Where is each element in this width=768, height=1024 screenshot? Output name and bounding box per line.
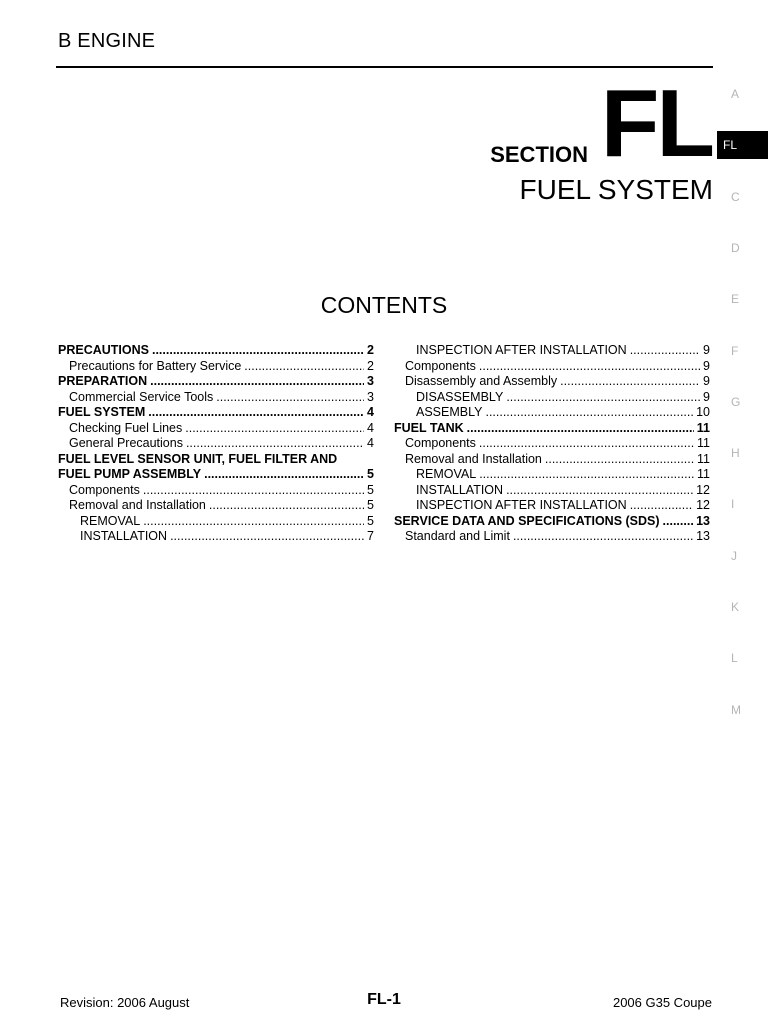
side-index-label: D xyxy=(731,240,740,255)
toc-entry[interactable] xyxy=(58,529,374,545)
toc-dot-leader xyxy=(152,343,364,359)
toc-entry-page: 4 xyxy=(367,436,374,450)
side-index-label: C xyxy=(731,189,740,204)
side-index-label: I xyxy=(731,497,735,512)
toc-dot-leader xyxy=(485,405,693,421)
toc-dot-leader xyxy=(479,359,700,375)
toc-entry-title: FUEL LEVEL SENSOR UNIT, FUEL FILTER AND xyxy=(58,451,338,466)
side-index-label: A xyxy=(731,87,740,101)
toc-dot-leader xyxy=(148,405,364,421)
side-index-label: F xyxy=(731,343,739,358)
side-index-label: E xyxy=(731,292,740,307)
toc-entry-page: 12 xyxy=(696,482,710,497)
footer-page-number: FL-1 xyxy=(367,991,401,1008)
toc-entry-page: 4 xyxy=(367,405,374,419)
toc-dot-leader xyxy=(560,374,700,390)
toc-entry-page: 7 xyxy=(367,529,374,543)
toc-entry-title: Commercial Service Tools xyxy=(69,389,214,404)
toc-entry[interactable] xyxy=(58,467,374,483)
toc-entry-title: Components xyxy=(69,482,140,497)
toc-entry[interactable] xyxy=(58,421,374,437)
toc-entry-page: 13 xyxy=(696,529,710,543)
toc-dot-leader xyxy=(467,421,694,437)
toc-entry-page: 4 xyxy=(367,420,374,435)
toc-dot-leader xyxy=(630,343,700,359)
toc-entry-title: Components xyxy=(405,358,476,373)
toc-entry[interactable] xyxy=(394,467,710,483)
toc-dot-leader xyxy=(244,359,364,375)
toc-entry[interactable] xyxy=(58,483,374,499)
toc-entry-title: INSPECTION AFTER INSTALLATION xyxy=(416,343,627,357)
toc-entry[interactable] xyxy=(394,498,710,514)
toc-dot-leader xyxy=(143,514,364,530)
toc-entry-page: 12 xyxy=(696,498,710,512)
side-index-label: J xyxy=(731,548,737,563)
toc-dot-leader xyxy=(209,498,364,514)
toc-entry[interactable] xyxy=(58,343,374,359)
toc-entry-title: REMOVAL xyxy=(416,467,477,481)
side-index-tab[interactable] xyxy=(717,490,768,518)
toc-entry[interactable] xyxy=(394,514,710,530)
toc-entry-title: Removal and Installation xyxy=(405,451,542,466)
section-code: FL xyxy=(600,70,712,177)
side-index-tab[interactable] xyxy=(717,644,768,672)
toc-entry[interactable] xyxy=(394,359,710,375)
side-index-tab[interactable] xyxy=(717,234,768,262)
toc-entry-title: Checking Fuel Lines xyxy=(69,420,183,435)
toc-dot-leader xyxy=(479,467,694,483)
toc-entry-title: INSTALLATION xyxy=(80,529,168,543)
toc-entry-title: SERVICE DATA AND SPECIFICATIONS (SDS) xyxy=(394,513,660,528)
side-index-label: L xyxy=(731,651,738,666)
toc-entry-page: 11 xyxy=(697,451,710,466)
side-index-tab[interactable] xyxy=(717,131,768,159)
toc-entry-title: FUEL TANK xyxy=(394,420,464,435)
toc-column-right xyxy=(394,343,710,545)
toc-entry-page: 9 xyxy=(703,389,710,404)
toc-dot-leader xyxy=(150,374,364,390)
toc-entry-page: 11 xyxy=(697,436,710,450)
toc-entry[interactable] xyxy=(394,483,710,499)
toc-entry[interactable] xyxy=(394,390,710,406)
toc-entry-page: 5 xyxy=(367,498,374,512)
toc-entry[interactable] xyxy=(58,452,374,468)
toc-entry[interactable] xyxy=(58,359,374,375)
toc-entry[interactable] xyxy=(394,421,710,437)
toc-entry-page: 3 xyxy=(367,389,374,404)
header-group-label: B ENGINE xyxy=(58,30,156,52)
toc-entry-page: 9 xyxy=(703,358,710,373)
side-index-label: G xyxy=(731,394,741,409)
toc-dot-leader xyxy=(185,421,364,437)
toc-dot-leader xyxy=(170,529,364,545)
side-index-tab[interactable] xyxy=(717,285,768,313)
side-index-label: FL xyxy=(723,138,738,153)
toc-entry-title: ASSEMBLY xyxy=(416,405,483,419)
side-index-tab[interactable] xyxy=(717,80,768,108)
toc-dot-leader xyxy=(204,467,364,483)
toc-entry[interactable] xyxy=(58,405,374,421)
footer-model: 2006 G35 Coupe xyxy=(612,995,712,1010)
toc-entry-page: 2 xyxy=(367,343,374,357)
footer-revision: Revision: 2006 August xyxy=(60,995,190,1010)
toc-dot-leader xyxy=(143,483,364,499)
toc-dot-leader xyxy=(479,436,694,452)
side-index-label: M xyxy=(731,702,741,717)
toc-entry-title: DISASSEMBLY xyxy=(416,389,504,404)
toc-entry-page: 2 xyxy=(367,358,374,373)
toc-entry-page: 5 xyxy=(367,513,374,528)
side-index-label: K xyxy=(731,600,740,614)
section-word: SECTION xyxy=(490,142,588,167)
toc-entry[interactable] xyxy=(58,498,374,514)
side-index-tab[interactable] xyxy=(717,593,768,621)
toc-entry-title: INSPECTION AFTER INSTALLATION xyxy=(416,498,627,512)
toc-entry[interactable] xyxy=(394,374,710,390)
toc-entry[interactable] xyxy=(58,436,374,452)
toc-entry-page: 11 xyxy=(696,420,710,435)
toc-dot-leader xyxy=(186,436,364,452)
side-index-tab[interactable] xyxy=(717,542,768,570)
header-rule xyxy=(56,66,713,68)
toc-entry-page: 11 xyxy=(697,467,710,481)
toc-entry-title: General Precautions xyxy=(69,436,183,450)
toc-entry-page: 5 xyxy=(367,482,374,497)
toc-entry-page: 10 xyxy=(696,405,710,419)
side-index-label: H xyxy=(731,446,740,461)
toc-entry[interactable] xyxy=(394,405,710,421)
toc-dot-leader xyxy=(513,529,693,545)
toc-dot-leader xyxy=(663,514,694,530)
toc-entry-title: INSTALLATION xyxy=(416,482,504,497)
toc-entry-page: 5 xyxy=(367,467,374,481)
toc-dot-leader xyxy=(506,390,700,406)
toc-entry[interactable] xyxy=(58,374,374,390)
toc-entry-title: Precautions for Battery Service xyxy=(69,358,242,373)
contents-heading: CONTENTS xyxy=(320,292,448,318)
toc-entry-page: 3 xyxy=(367,374,374,388)
toc-entry-page: 13 xyxy=(696,513,710,528)
toc-entry-title: FUEL PUMP ASSEMBLY xyxy=(58,467,202,481)
toc-entry-title: REMOVAL xyxy=(80,513,141,528)
toc-entry-title: PRECAUTIONS xyxy=(58,343,149,357)
toc-entry-title: Standard and Limit xyxy=(405,529,510,543)
toc-entry[interactable] xyxy=(394,529,710,545)
toc-entry-title: FUEL SYSTEM xyxy=(58,405,146,419)
toc-entry-title: Disassembly and Assembly xyxy=(405,374,558,388)
toc-entry-title: Removal and Installation xyxy=(69,498,206,512)
toc-entry-page: 9 xyxy=(703,343,710,357)
side-index-tab[interactable] xyxy=(717,183,768,211)
toc-entry-page: 9 xyxy=(703,374,710,388)
toc-dot-leader xyxy=(216,390,364,406)
toc-entry[interactable] xyxy=(58,514,374,530)
toc-entry[interactable] xyxy=(394,452,710,468)
side-index-tab[interactable] xyxy=(717,439,768,467)
toc-dot-leader xyxy=(545,452,694,468)
toc-entry[interactable] xyxy=(394,343,710,359)
toc-entry[interactable] xyxy=(394,436,710,452)
section-title: FUEL SYSTEM xyxy=(519,174,713,205)
side-index-tab[interactable] xyxy=(717,696,768,724)
side-index-tab[interactable] xyxy=(717,337,768,365)
toc-entry-title: Components xyxy=(405,436,476,450)
toc-dot-leader xyxy=(630,498,693,514)
toc-entry[interactable] xyxy=(58,390,374,406)
toc-dot-leader xyxy=(506,483,693,499)
toc-column-left xyxy=(58,343,374,545)
toc-entry-title: PREPARATION xyxy=(58,374,148,388)
side-index-tab[interactable] xyxy=(717,388,768,416)
